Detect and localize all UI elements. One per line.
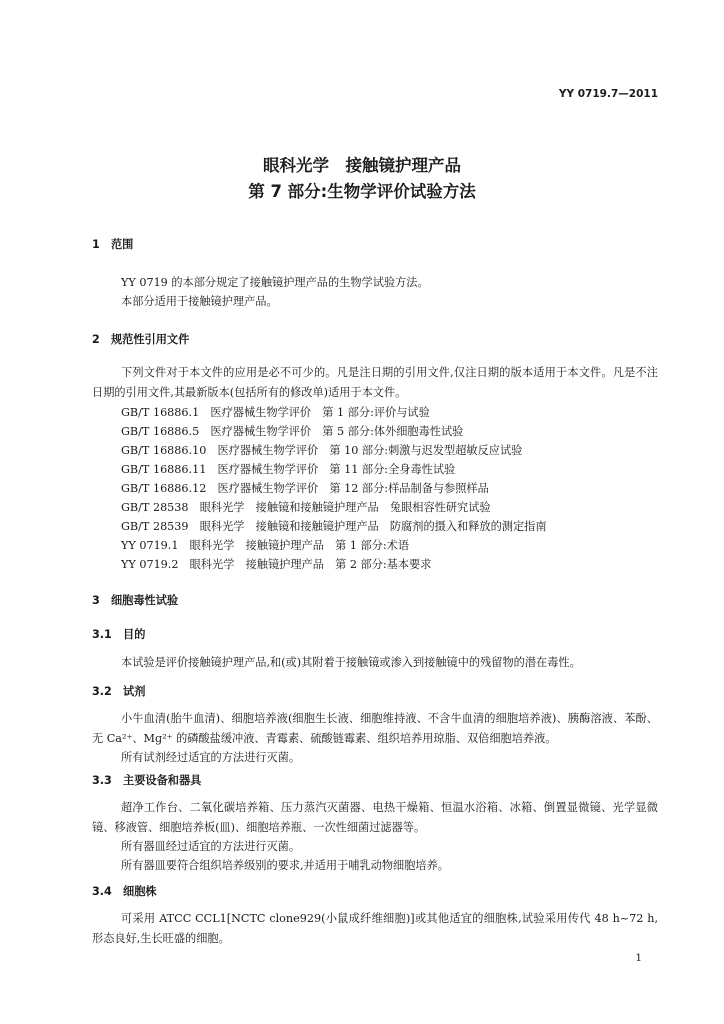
section-3-3-paragraph-3: 所有器皿要符合组织培养级别的要求,并适用于哺乳动物细胞培养。 (121, 859, 449, 872)
page-number: 1 (635, 952, 642, 964)
reference-item: GB/T 16886.1 医疗器械生物学评价 第 1 部分:评价与试验 (121, 406, 430, 419)
section-3-2-paragraph-2: 所有试剂经过适宜的方法进行灭菌。 (121, 751, 301, 764)
reference-item: GB/T 16886.12 医疗器械生物学评价 第 12 部分:样品制备与参照样品 (121, 482, 489, 495)
reference-item: YY 0719.2 眼科光学 接触镜护理产品 第 2 部分:基本要求 (121, 558, 432, 571)
standard-code: YY 0719.7—2011 (558, 88, 658, 100)
section-1-paragraph-1: YY 0719 的本部分规定了接触镜护理产品的生物学试验方法。 (121, 276, 429, 289)
section-2-intro: 下列文件对于本文件的应用是必不可少的。凡是注日期的引用文件,仅注日期的版本适用于本文件。凡是不注日期的引用文件,其最新版本(包括所有的修改单)适用于本文件。 (92, 366, 658, 399)
section-3-2-paragraph-1: 小牛血清(胎牛血清)、细胞培养液(细胞生长液、细胞维持液、不含牛血清的细胞培养液)、胰酶溶液、苯酚、无 Ca²⁺、Mg²⁺ 的磷酸盐缓冲液、青霉素、硫酸链霉素、组织培养用琼脂、双倍细胞培养液。 (92, 712, 658, 745)
document-title-line1: 眼科光学 接触镜护理产品 (263, 156, 461, 175)
reference-item: YY 0719.1 眼科光学 接触镜护理产品 第 1 部分:术语 (121, 539, 410, 552)
section-3-3-paragraph-2: 所有器皿经过适宜的方法进行灭菌。 (121, 840, 301, 853)
reference-item: GB/T 28538 眼科光学 接触镜和接触镜护理产品 兔眼相容性研究试验 (121, 501, 491, 514)
section-1-heading: 1 范围 (92, 238, 134, 251)
section-3-heading: 3 细胞毒性试验 (92, 594, 179, 607)
section-3-1-paragraph: 本试验是评价接触镜护理产品,和(或)其附着于接触镜或渗入到接触镜中的残留物的潜在毒性。 (121, 656, 581, 669)
section-3-3-heading: 3.3 主要设备和器具 (92, 774, 202, 787)
section-3-1-heading: 3.1 目的 (92, 628, 146, 641)
section-3-2-heading: 3.2 试剂 (92, 685, 146, 698)
section-1-paragraph-2: 本部分适用于接触镜护理产品。 (121, 295, 278, 308)
section-2-heading: 2 规范性引用文件 (92, 333, 190, 346)
reference-item: GB/T 16886.10 医疗器械生物学评价 第 10 部分:刺激与迟发型超敏反应试验 (121, 444, 523, 457)
section-3-4-paragraph: 可采用 ATCC CCL1[NCTC clone929(小鼠成纤维细胞)]或其他适宜的细胞株,试验采用传代 48 h~72 h,形态良好,生长旺盛的细胞。 (92, 912, 658, 945)
section-3-3-paragraph-1: 超净工作台、二氧化碳培养箱、压力蒸汽灭菌器、电热干燥箱、恒温水浴箱、冰箱、倒置显微镜、光学显微镜、移液管、细胞培养板(皿)、细胞培养瓶、一次性细菌过滤器等。 (92, 801, 658, 834)
section-3-4-heading: 3.4 细胞株 (92, 885, 157, 898)
reference-item: GB/T 16886.11 医疗器械生物学评价 第 11 部分:全身毒性试验 (121, 463, 456, 476)
reference-item: GB/T 28539 眼科光学 接触镜和接触镜护理产品 防腐剂的摄入和释放的测定指南 (121, 520, 547, 533)
document-title-line2: 第 7 部分:生物学评价试验方法 (248, 182, 476, 201)
reference-item: GB/T 16886.5 医疗器械生物学评价 第 5 部分:体外细胞毒性试验 (121, 425, 464, 438)
